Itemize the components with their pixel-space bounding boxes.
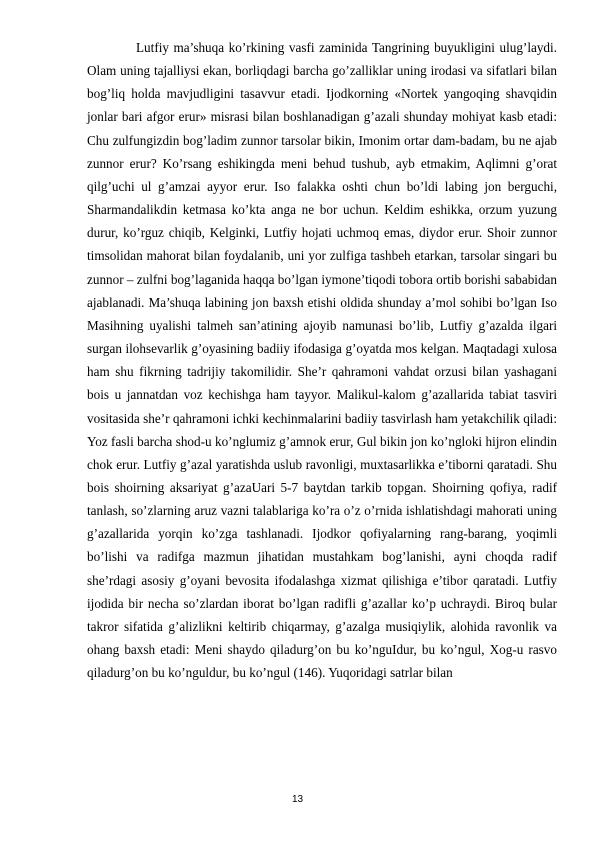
page-number: 13 (291, 794, 304, 805)
body-paragraph: Lutfiy ma’shuqa ko’rkining vasfi zaminida Tangrining buyukligini ulug’laydi. Olam uning tajalliysi ekan, borliqdagi barcha go’zalliklar uning irodasi va sifatlari bilan bog’liq holda mavjudligini tasavvur etadi. Ijodkorning «Nortek yangoqing shavqidin jonlar bari afgor erur» misrasi bilan boshlanadigan g’azali shunday mohiyat kasb etadi: Chu zulfungizdin bog’ladim zunnor tarsolar bikin, Imonim ortar dam-badam, bu ne ajab zunnor erur? Ko’rsang eshikingda meni behud tushub, ayb etmakim, Aqlimni g’orat qilg’uchi ul g’amzai ayyor erur. Iso falakka oshti chun bo’ldi labing jon berguchi, Sharmandalikdin ketmasa ko’kta anga ne bor uchun. Keldim eshikka, orzum yuzung durur, ko’rguz chiqib, Kelginki, Lutfiy hojati uchmoq emas, diydor erur. Shoir zunnor timsolidan mahorat bilan foydalanib, uni yor zulfiga tashbeh etarkan, tarsolar singari bu zunnor – zulfni bog’laganida haqqa bo’lgan iymone’tiqodi tobora ortib borishi sababidan ajablanadi. Ma’shuqa labining jon baxsh etishi oldida shunday a’mol sohibi bo’lgan Iso Masihning uyalishi talmeh san’atining ajoyib namunasi bo’lib, Lutfiy g’azalda ilgari surgan ilohsevarlik g’oyasining badiiy ifodasiga g’oyatda mos kelgan. Maqtadagi xulosa ham shu fikrning tadrijiy takomilidir. She’r qahramoni vahdat orzusi bilan yashagani bois u jannatdan voz kechishga ham tayyor. Malikul-kalom g’azallarida tabiat tasviri vositasida she’r qahramoni ichki kechinmalarini badiiy tasvirlash ham yetakchilik qiladi: Yoz fasli barcha shod-u ko’nglumiz g’amnok erur, Gul bikin jon ko’ngloki hijron elindin chok erur. Lutfiy g’azal yaratishda uslub ravonligi, muxtasarlikka e’tiborni qaratadi. Shu bois shoirning aksariyat g’azaUari 5-7 baytdan tarkib topgan. Shoirning qofiya, radif tanlash, so’zlarning aruz vazni talablariga ko’ra o’z o’rnida ishlatishdagi mahorati uning g’azallarida yorqin ko’zga tashlanadi. Ijodkor qofiyalarning rang-barang, yoqimli bo’lishi va radifga mazmun jihatidan mustahkam bog’lanishi, ayni choqda radif she’rdagi asosiy g’oyani bevosita ifodalashga xizmat qilishiga e’tibor qaratadi. Lutfiy ijodida bir necha so’zlardan iborat bo’lgan radifli g’azallar ko’p uchraydi. Biroq bular takror sifatida g’alizlikni keltirib chiqarmay, g’azalga musiqiylik, alohida ravonlik va ohang baxsh etadi: Meni shaydo qiladurg’on bu ko’nguIdur, bu ko’ngul, Xog-u rasvo qiladurg’on bu ko’nguldur, bu ko’ngul (146). Yuqoridagi satrlar bilan (87, 40, 557, 681)
